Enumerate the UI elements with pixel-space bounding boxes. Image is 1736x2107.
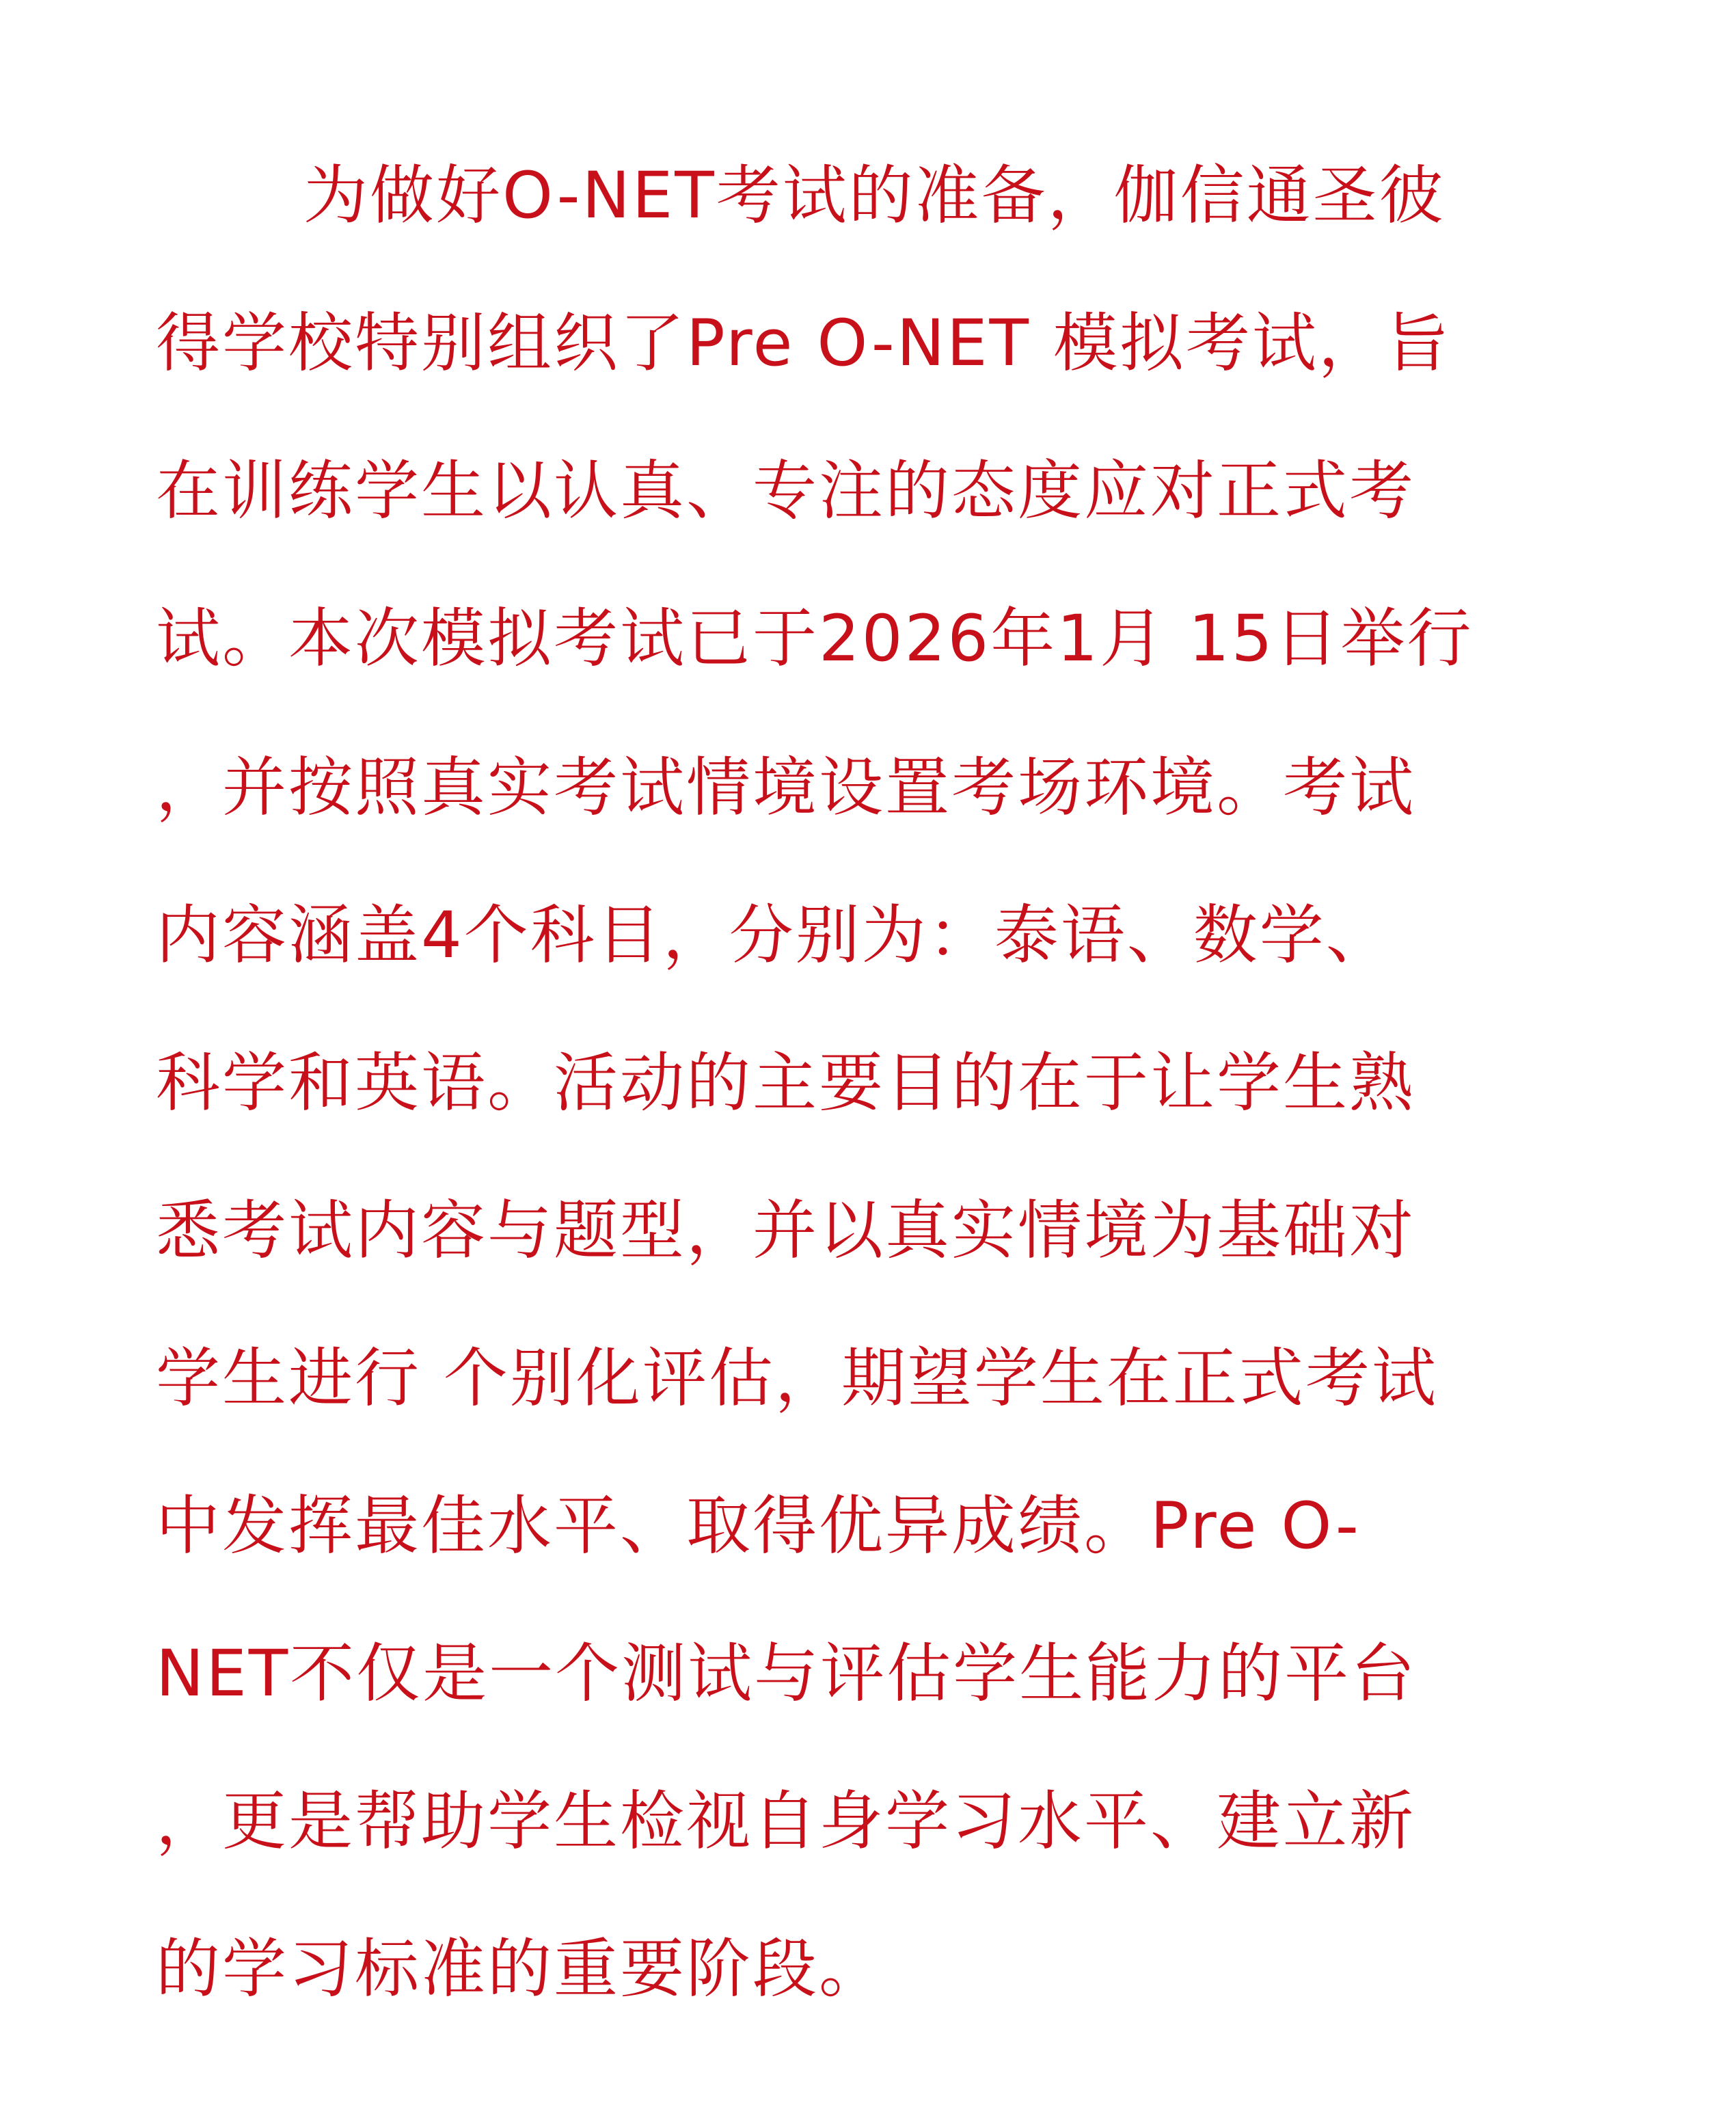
paragraph-line-4: 试。本次模拟考试已于2026年1月 15日举行 — [156, 602, 1474, 676]
paragraph-line-3: 在训练学生以认真、专注的态度应对正式考 — [156, 454, 1416, 528]
paragraph-line-9: 学生进行 个别化评估，期望学生在正式考试 — [156, 1341, 1438, 1416]
paragraph-line-8: 悉考试内容与题型，并以真实情境为基础对 — [156, 1194, 1416, 1268]
paragraph-line-11: NET不仅是一个测试与评估学生能力的平台 — [156, 1637, 1418, 1711]
paragraph-line-10: 中发挥最佳水平、取得优异成绩。Pre O- — [156, 1489, 1361, 1564]
paragraph-line-7: 科学和英语。活动的主要目的在于让学生熟 — [156, 1046, 1416, 1120]
paragraph-line-1: 为做好O-NET考试的准备，伽信通圣彼 — [303, 159, 1446, 233]
paragraph-line-13: 的学习标准的重要阶段。 — [156, 1932, 886, 2007]
paragraph-line-2: 得学校特别组织了Pre O-NET 模拟考试，旨 — [156, 306, 1451, 381]
paragraph-line-5: ，并按照真实考试情境设置考场环境。考试 — [156, 751, 1416, 825]
paragraph-line-6: 内容涵盖4个科目，分别为：泰语、数学、 — [156, 898, 1392, 973]
paragraph-line-12: ，更是帮助学生检视自身学习水平、建立新 — [156, 1784, 1416, 1859]
